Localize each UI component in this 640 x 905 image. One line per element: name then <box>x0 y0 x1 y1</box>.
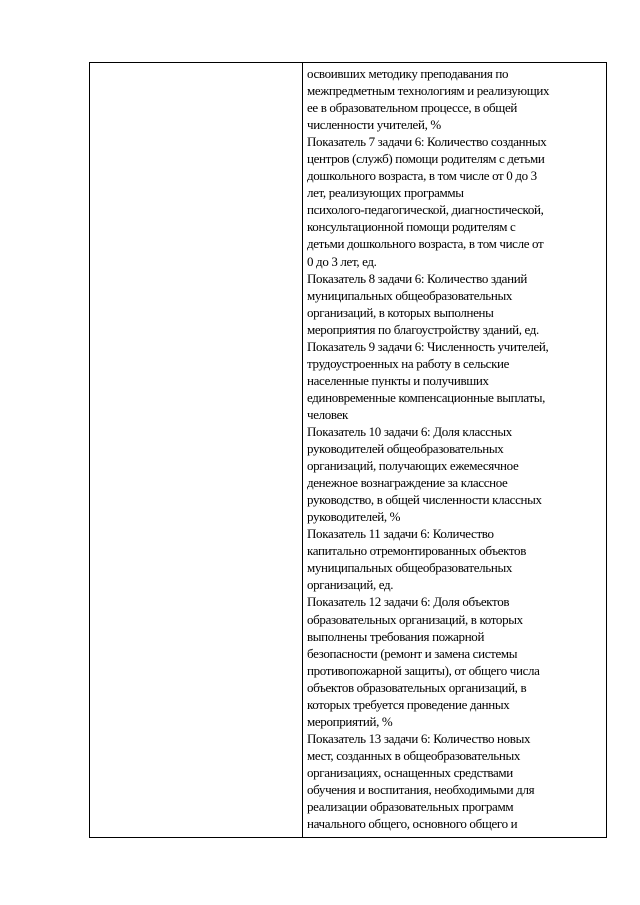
text-line: которых требуется проведение данных <box>307 696 510 712</box>
text-line: Показатель 10 задачи 6: Доля классных <box>307 423 512 439</box>
text-line: руководителей, % <box>307 509 401 525</box>
text-line: организациях, оснащенных средствами <box>307 764 513 780</box>
text-line: муниципальных общеобразовательных <box>307 287 513 303</box>
text-line: организаций, в которых выполнены <box>307 304 494 320</box>
text-line: консультационной помощи родителям с <box>307 219 516 235</box>
text-line: организаций, ед. <box>307 577 394 593</box>
text-line: численности учителей, % <box>307 117 441 133</box>
text-line: образовательных организаций, в которых <box>307 611 523 627</box>
text-line: психолого-педагогической, диагностической, <box>307 202 544 218</box>
text-line: руководство, в общей численности классных <box>307 492 542 508</box>
text-line: объектов образовательных организаций, в <box>307 679 527 695</box>
text-line: руководителей общеобразовательных <box>307 441 504 457</box>
text-line: Показатель 7 задачи 6: Количество созданных <box>307 134 547 150</box>
text-line: Показатель 11 задачи 6: Количество <box>307 526 494 542</box>
text-line: выполнены требования пожарной <box>307 628 485 644</box>
text-line: населенные пункты и получивших <box>307 372 489 388</box>
text-line: 0 до 3 лет, ед. <box>307 253 377 269</box>
text-line: Показатель 8 задачи 6: Количество зданий <box>307 270 527 286</box>
text-line: реализации образовательных программ <box>307 799 514 815</box>
text-line: единовременные компенсационные выплаты, <box>307 389 546 405</box>
text-line: Показатель 9 задачи 6: Численность учителей, <box>307 338 549 354</box>
text-line: дошкольного возраста, в том числе от 0 до 3 <box>307 168 537 184</box>
text-line: освоивших методику преподавания по <box>307 66 509 81</box>
text-line: мест, созданных в общеобразовательных <box>307 747 520 763</box>
text-line: противопожарной защиты), от общего числа <box>307 662 540 678</box>
text-line: Показатель 12 задачи 6: Доля объектов <box>307 594 510 610</box>
text-line: обучения и воспитания, необходимыми для <box>307 781 535 797</box>
text-line: безопасности (ремонт и замена системы <box>307 645 518 661</box>
text-line: центров (служб) помощи родителям с детьми <box>307 151 545 167</box>
text-line: капитально отремонтированных объектов <box>307 543 527 559</box>
text-line: организаций, получающих ежемесячное <box>307 458 519 474</box>
text-line: Показатель 13 задачи 6: Количество новых <box>307 730 531 746</box>
text-line: мероприятия по благоустройству зданий, ед. <box>307 321 539 337</box>
text-line: детьми дошкольного возраста, в том числе от <box>307 236 544 252</box>
text-line: денежное вознаграждение за классное <box>307 475 508 491</box>
document-table <box>89 62 607 838</box>
text-line: лет, реализующих программы <box>307 185 464 201</box>
indicators-text <box>307 65 602 832</box>
table-left-cell <box>90 63 303 837</box>
text-line: муниципальных общеобразовательных <box>307 560 513 576</box>
table-right-cell <box>303 63 606 837</box>
text-line: мероприятий, % <box>307 713 393 729</box>
text-line: ее в образовательном процессе, в общей <box>307 100 517 116</box>
text-line: трудоустроенных на работу в сельские <box>307 355 510 371</box>
text-line: межпредметным технологиям и реализующих <box>307 83 550 99</box>
text-line: человек <box>307 406 348 422</box>
text-line: начального общего, основного общего и <box>307 816 518 832</box>
